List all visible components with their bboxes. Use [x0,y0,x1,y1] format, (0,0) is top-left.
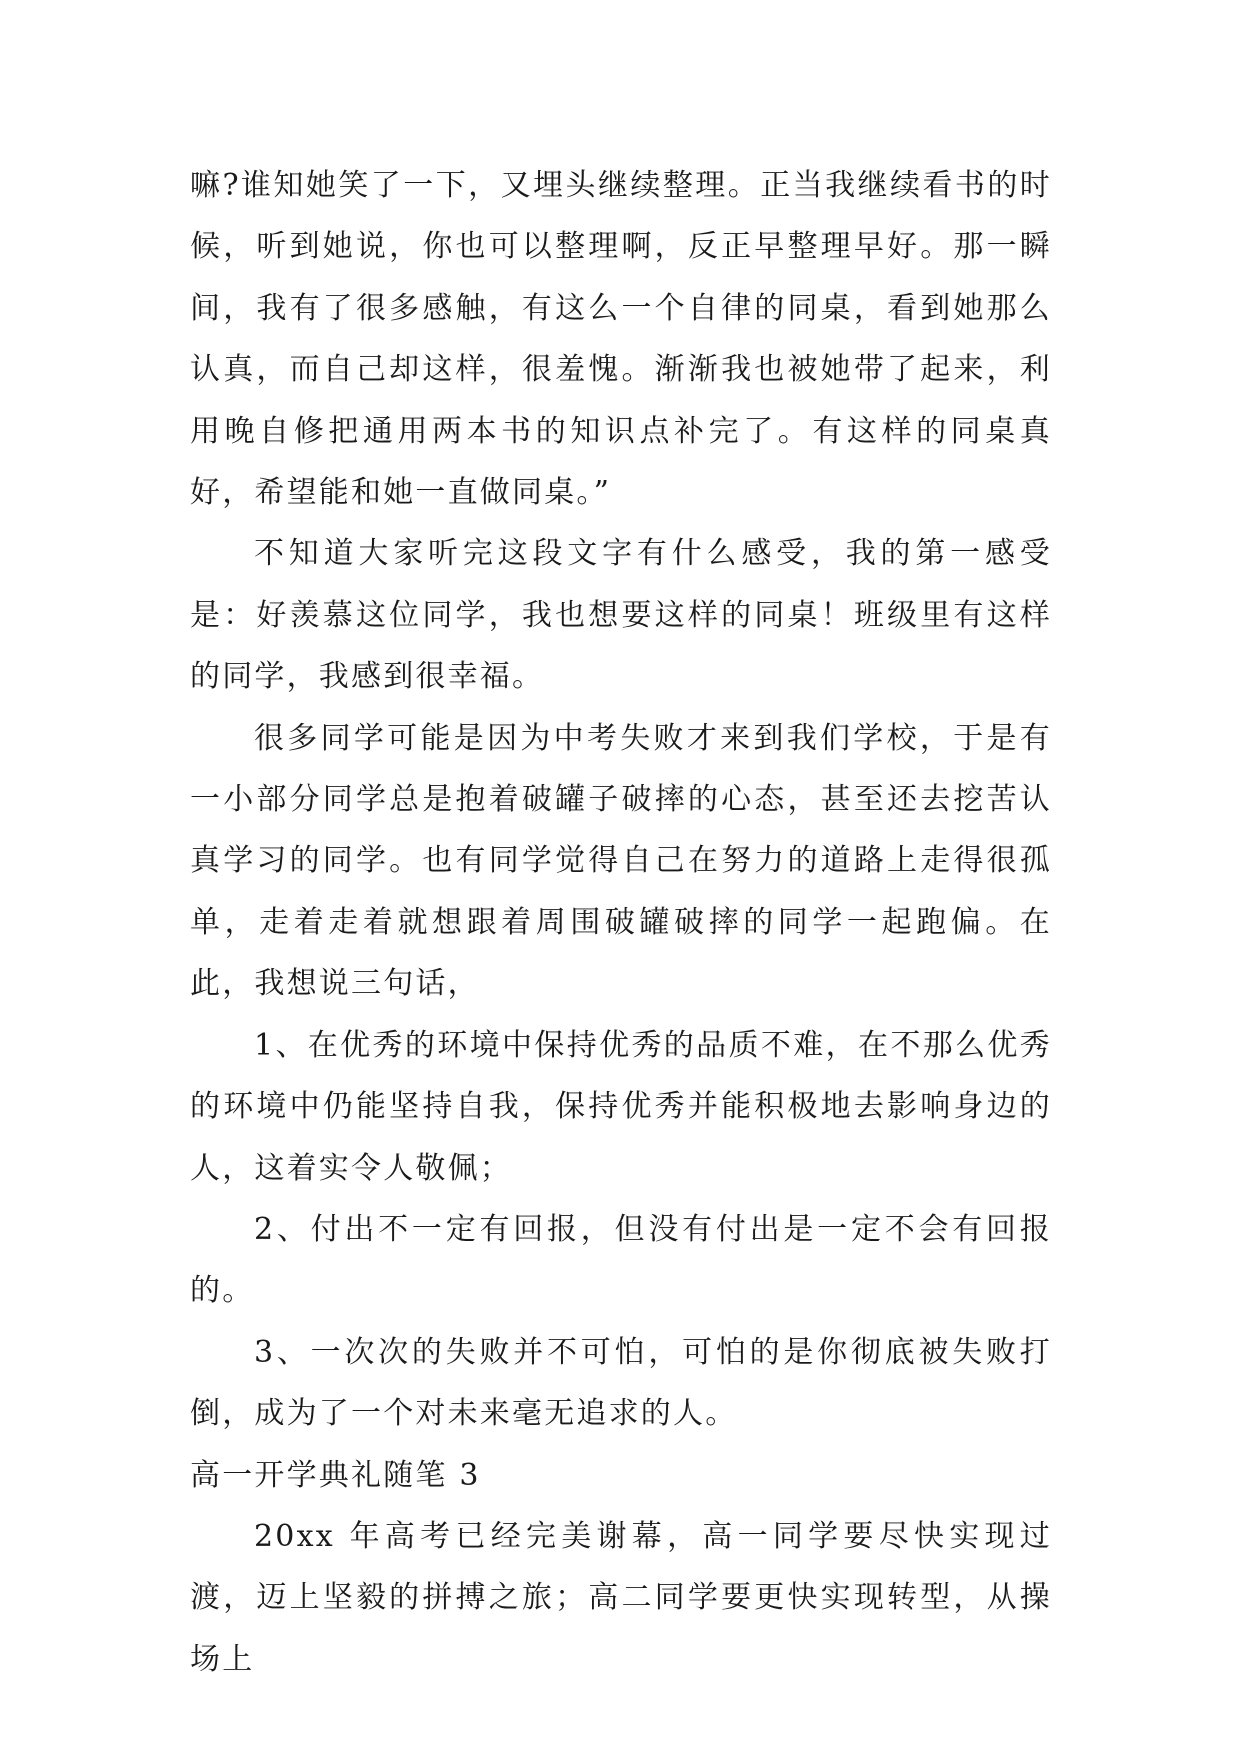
paragraph: 20xx 年高考已经完美谢幕，高一同学要尽快实现过渡，迈上坚毅的拼搏之旅；高二同学要更快实现转型，从操场上 [190,1518,1052,1677]
list-item-3: 3、一次次的失败并不可怕，可怕的是你彻底被失败打倒，成为了一个对未来毫无追求的人。 [190,1334,1052,1432]
list-item-1: 1、在优秀的环境中保持优秀的品质不难，在不那么优秀的环境中仍能坚持自我，保持优秀并能积极地去影响身边的人，这着实令人敬佩； [190,1027,1052,1186]
document-body [190,155,1052,1690]
section-heading: 高一开学典礼随笔 3 [190,1457,481,1493]
paragraph: 不知道大家听完这段文字有什么感受，我的第一感受是：好羡慕这位同学，我也想要这样的同桌！班级里有这样的同学，我感到很幸福。 [190,536,1052,695]
paragraph: 很多同学可能是因为中考失败才来到我们学校，于是有一小部分同学总是抱着破罐子破摔的心态，甚至还去挖苦认真学习的同学。也有同学觉得自己在努力的道路上走得很孤单，走着走着就想跟着周围破罐破摔的同学一起跑偏。在此，我想说三句话， [190,720,1052,1002]
list-item-2: 2、付出不一定有回报，但没有付出是一定不会有回报的。 [190,1211,1052,1309]
paragraph-continuation: 嘛?谁知她笑了一下，又埋头继续整理。正当我继续看书的时候，听到她说，你也可以整理啊，反正早整理早好。那一瞬间，我有了很多感触，有这么一个自律的同桌，看到她那么认真，而自己却这样，很羞愧。渐渐我也被她带了起来，利用晚自修把通用两本书的知识点补完了。有这样的同桌真好，希望能和她一直做同桌。” [190,168,1052,511]
